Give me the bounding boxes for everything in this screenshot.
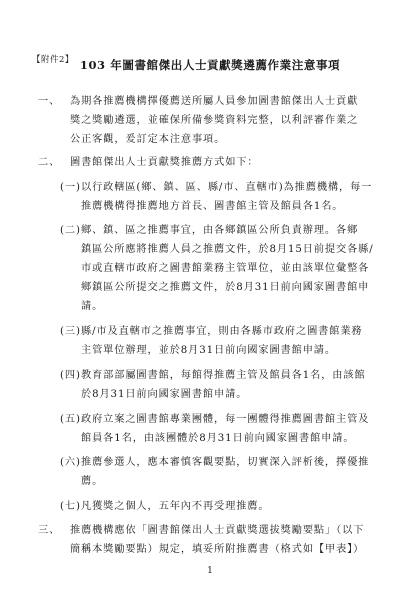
item-5-line-2: 館員各1名，由該團體於8月31日前向國家圖書館申請。	[81, 433, 355, 444]
item-7-line-1: 凡獲獎之個人，五年內不再受理推薦。	[81, 501, 270, 512]
attachment-label: 【附件2】	[32, 55, 74, 65]
item-1-number: (一)	[60, 182, 81, 193]
item-3-number: (三)	[60, 326, 81, 337]
item-5-number: (五)	[60, 414, 81, 425]
item-4-line-1: 教育部部屬圖書館，每館得推薦主管及館員各1名，由該館	[81, 370, 366, 381]
item-2-line-1: 鄉、鎮、區之推薦事宜，由各鄉鎮區公所負責辦理。各鄉	[81, 225, 359, 236]
item-2-line-5: 請。	[81, 301, 104, 312]
item-2-number: (二)	[60, 225, 81, 236]
item-4-number: (四)	[60, 370, 81, 381]
item-1-line-1: 以行政轄區(鄉、鎮、區、縣/市、直轄市)為推薦機構，每一	[81, 182, 373, 193]
item-3-line-2: 主管單位辦理，並於8月31日前向國家圖書館申請。	[81, 345, 336, 356]
item-2-line-4: 鄉鎮區公所提交之推薦文件，於8月31日前向國家圖書館申	[81, 282, 370, 293]
item-4-line-2: 於8月31日前向國家圖書館申請。	[81, 389, 248, 400]
item-6-number: (六)	[60, 457, 81, 468]
section-2-number: 二、	[38, 157, 61, 168]
section-1-number: 一、	[38, 96, 61, 107]
section-3-line-2: 簡稱本獎勵要點）規定，填妥所附推薦書（格式如【甲表】）	[70, 544, 365, 555]
section-3-number: 三、	[38, 525, 61, 536]
page-number: 1	[207, 566, 213, 576]
item-1-line-2: 推薦機構得推薦地方首長、圖書館主管及館員各1名。	[81, 201, 344, 212]
item-3-line-1: 縣/市及直轄市之推薦事宜，則由各縣市政府之圖書館業務	[81, 326, 363, 337]
page-title: 103 年圖書館傑出人士貢獻獎遴薦作業注意事項	[79, 58, 341, 72]
section-3-line-1: 推薦機構應依「圖書館傑出人士貢獻獎選拔獎勵要點」（以下	[70, 525, 365, 536]
item-6-line-1: 推薦參選人，應本審慎客觀要點，切實深入評析後，擇優推	[81, 457, 370, 468]
section-1-line-2: 獎之獎勵遴選，並確保所備參獎資料完整，以利評審作業之	[70, 115, 359, 126]
section-2-line-1: 圖書館傑出人士貢獻獎推薦方式如下：	[70, 157, 259, 168]
item-2-line-2: 鎮區公所應將推薦人員之推薦文件，於8月15日前提交各縣/	[81, 244, 374, 255]
item-5-line-1: 政府立案之圖書館專業團體，每一團體得推薦圖書館主管及	[81, 414, 370, 425]
section-1-line-3: 公正客觀，爰訂定本注意事項。	[70, 134, 226, 145]
item-7-number: (七)	[60, 501, 81, 512]
item-6-line-2: 薦。	[81, 476, 104, 487]
section-1-line-1: 為期各推薦機構擇優薦送所屬人員參加圖書館傑出人士貢獻	[70, 96, 359, 107]
item-2-line-3: 市或直轄市政府之圖書館業務主管單位，並由該單位彙整各	[81, 263, 370, 274]
